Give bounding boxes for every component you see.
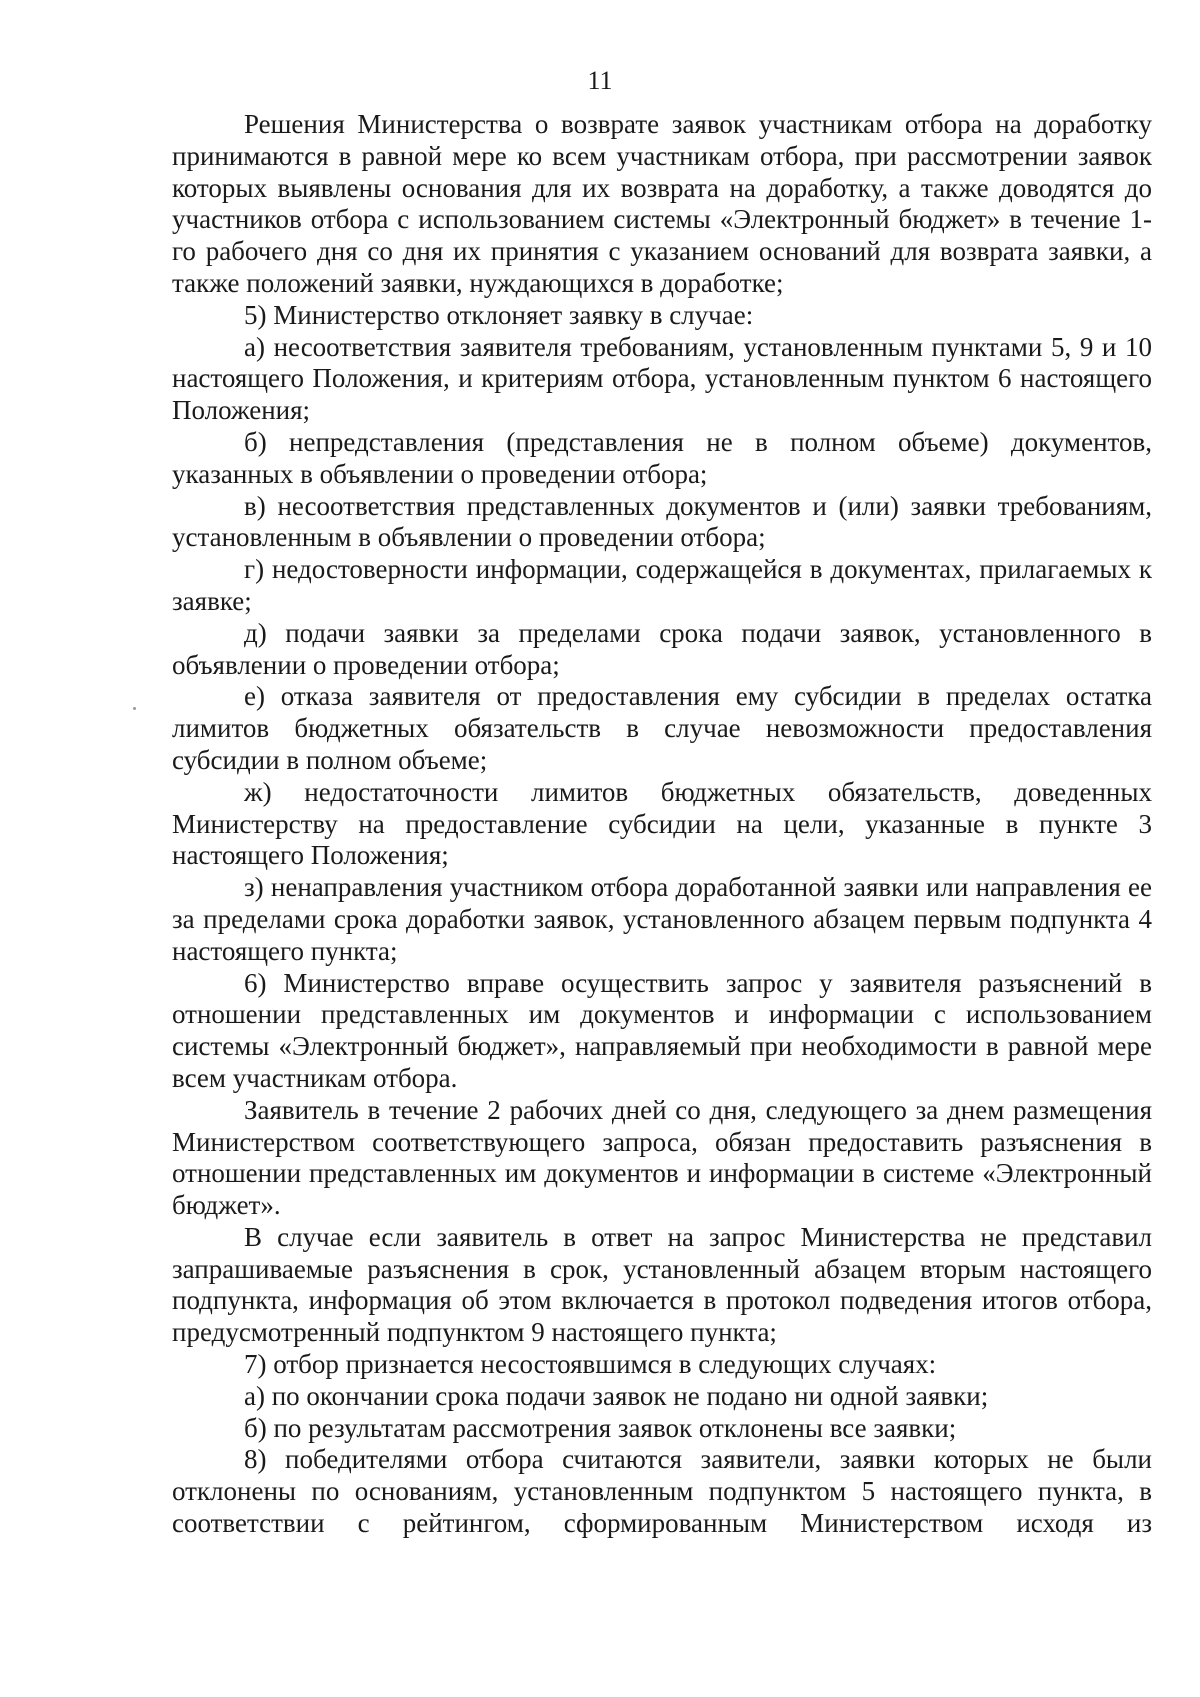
paragraph-item-5v: в) несоответствия представленных документов и (или) заявки требованиям, установленным в объявлении о проведении отбора; bbox=[172, 490, 1152, 553]
paragraph-item-5e: е) отказа заявителя от предоставления ему субсидии в пределах остатка лимитов бюджетных обязательств в случае невозможности предоставления субсидии в полном объеме; bbox=[172, 681, 1152, 775]
paragraph-item-5z: з) ненаправления участником отбора доработанной заявки или направления ее за пределами срока доработки заявок, установленного абзацем первым подпункта 4 настоящего пункта; bbox=[172, 872, 1152, 966]
paragraph-item-5d: д) подачи заявки за пределами срока подачи заявок, установленного в объявлении о проведении отбора; bbox=[172, 617, 1152, 680]
scan-speck bbox=[133, 707, 136, 710]
page-number: 11 bbox=[587, 66, 613, 95]
paragraph-no-response: В случае если заявитель в ответ на запрос Министерства не представил запрашиваемые разъяснения в срок, установленный абзацем вторым настоящего подпункта, информация об этом включается в протокол подведения итогов отбора, предусмотренный подпунктом 9 настоящего пункта; bbox=[172, 1221, 1152, 1348]
paragraph-applicant-response: Заявитель в течение 2 рабочих дней со дня, следующего за днем размещения Министерством соответствующего запроса, обязан предоставить разъяснения в отношении представленных им документов и информации в системе «Электронный бюджет». bbox=[172, 1094, 1152, 1221]
paragraph-item-7b: б) по результатам рассмотрения заявок отклонены все заявки; bbox=[244, 1412, 957, 1443]
paragraph-item-5a: а) несоответствия заявителя требованиям, установленным пунктами 5, 9 и 10 настоящего Положения, и критериям отбора, установленным пунктом 6 настоящего Положения; bbox=[172, 331, 1152, 426]
paragraph-item-5g: г) недостоверности информации, содержащейся в документах, прилагаемых к заявке; bbox=[172, 554, 1152, 616]
paragraph-item-5b: б) непредставления (представления не в полном объеме) документов, указанных в объявлении о проведении отбора; bbox=[172, 426, 1152, 489]
document-body bbox=[172, 109, 1152, 1540]
paragraph-item-5zh: ж) недостаточности лимитов бюджетных обязательств, доведенных Министерству на предоставление субсидии на цели, указанные в пункте 3 настоящего Положения; bbox=[172, 776, 1152, 871]
paragraph-item-7: 7) отбор признается несостоявшимся в следующих случаях: bbox=[244, 1349, 937, 1380]
paragraph-item-8: 8) победителями отбора считаются заявители, заявки которых не были отклонены по основаниям, установленным подпунктом 5 настоящего пункта, в соответствии с рейтингом, сформированным Министерством исходя из bbox=[172, 1444, 1152, 1539]
paragraph-item-7a: а) по окончании срока подачи заявок не подано ни одной заявки; bbox=[244, 1380, 989, 1411]
paragraph-item-5: 5) Министерство отклоняет заявку в случае: bbox=[244, 299, 754, 330]
paragraph-return-decisions: Решения Министерства о возврате заявок участникам отбора на доработку принимаются в равной мере ко всем участникам отбора, при рассмотрении заявок которых выявлены основания для их возврата на доработку, а также доводятся до участников отбора с использованием системы «Электронный бюджет» в течение 1-го рабочего дня со дня их принятия с указанием оснований для возврата заявки, а также положений заявки, нуждающихся в доработке; bbox=[172, 109, 1152, 298]
paragraph-item-6: 6) Министерство вправе осуществить запрос у заявителя разъяснений в отношении представленных им документов и информации с использованием системы «Электронный бюджет», направляемый при необходимости в равной мере всем участникам отбора. bbox=[172, 967, 1152, 1093]
